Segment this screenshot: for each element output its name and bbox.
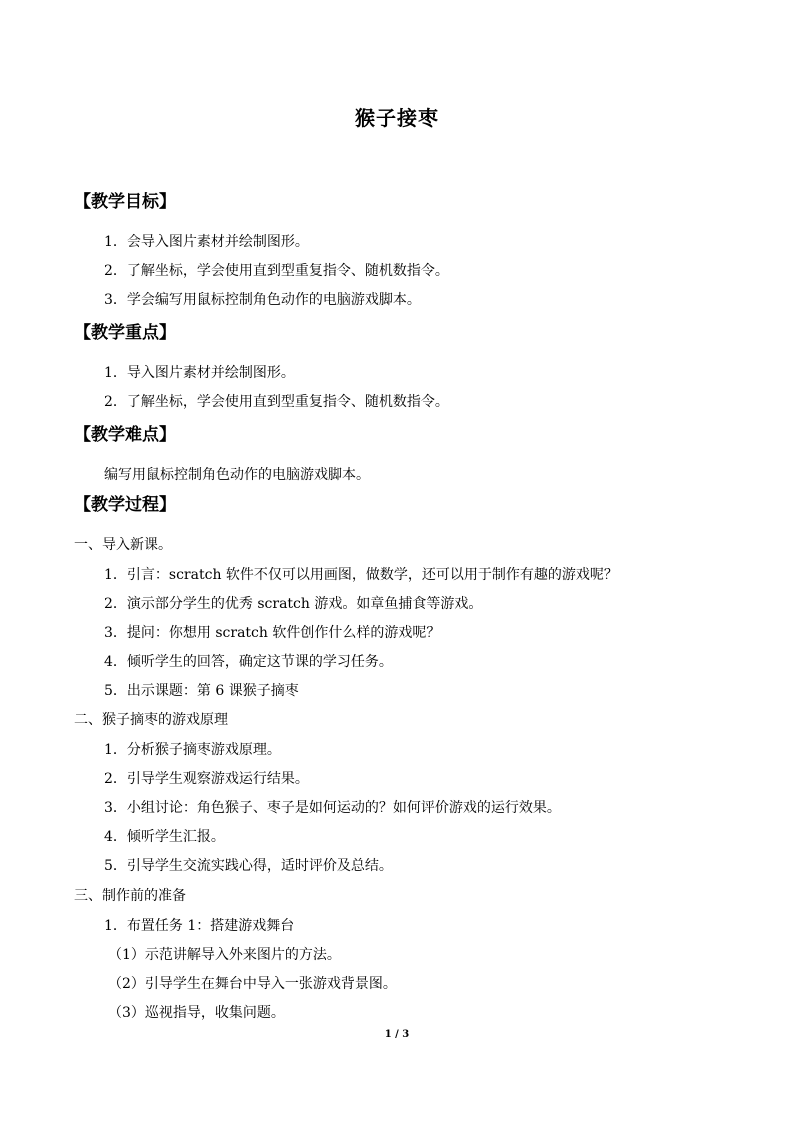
sub-list-item: （1）示范讲解导入外来图片的方法。 [108,947,341,963]
sub-list-item: （3）巡视指导，收集问题。 [108,1005,285,1021]
list-item: 1．引言：scratch 软件不仅可以用画图，做数学，还可以用于制作有趣的游戏呢？ [104,567,618,583]
section-heading-process: 【教学过程】 [74,495,176,515]
section-heading-key-points: 【教学重点】 [74,323,176,343]
section-heading-objectives: 【教学目标】 [74,192,176,212]
list-item: 1．布置任务 1：搭建游戏舞台 [104,918,295,934]
list-item: 2．了解坐标，学会使用直到型重复指令、随机数指令。 [104,263,449,279]
list-item: 2．引导学生观察游戏运行结果。 [104,771,309,787]
part-title: 二、猴子摘枣的游戏原理 [74,712,228,728]
list-item: 4．倾听学生的回答，确定这节课的学习任务。 [104,654,393,670]
list-item: 4．倾听学生汇报。 [104,829,225,845]
section-heading-difficulties: 【教学难点】 [74,425,176,445]
list-item: 编写用鼠标控制角色动作的电脑游戏脚本。 [104,467,370,483]
list-item: 2．了解坐标，学会使用直到型重复指令、随机数指令。 [104,394,449,410]
list-item: 1．分析猴子摘枣游戏原理。 [104,742,281,758]
list-item: 3．小组讨论：角色猴子、枣子是如何运动的？如何评价游戏的运行效果。 [104,800,561,816]
list-item: 1．会导入图片素材并绘制图形。 [104,234,309,250]
part-title: 一、导入新课。 [74,537,172,553]
list-item: 3．学会编写用鼠标控制角色动作的电脑游戏脚本。 [104,292,421,308]
list-item: 3．提问：你想用 scratch 软件创作什么样的游戏呢？ [104,625,441,641]
list-item: 2．演示部分学生的优秀 scratch 游戏。如章鱼捕食等游戏。 [104,596,483,612]
list-item: 5．出示课题：第 6 课猴子摘枣 [104,683,299,699]
part-title: 三、制作前的准备 [74,888,186,904]
page-number: 1 / 3 [384,1029,410,1040]
sub-list-item: （2）引导学生在舞台中导入一张游戏背景图。 [108,976,397,992]
document-title: 猴子接枣 [355,106,439,130]
list-item: 1．导入图片素材并绘制图形。 [104,365,295,381]
list-item: 5．引导学生交流实践心得，适时评价及总结。 [104,858,393,874]
